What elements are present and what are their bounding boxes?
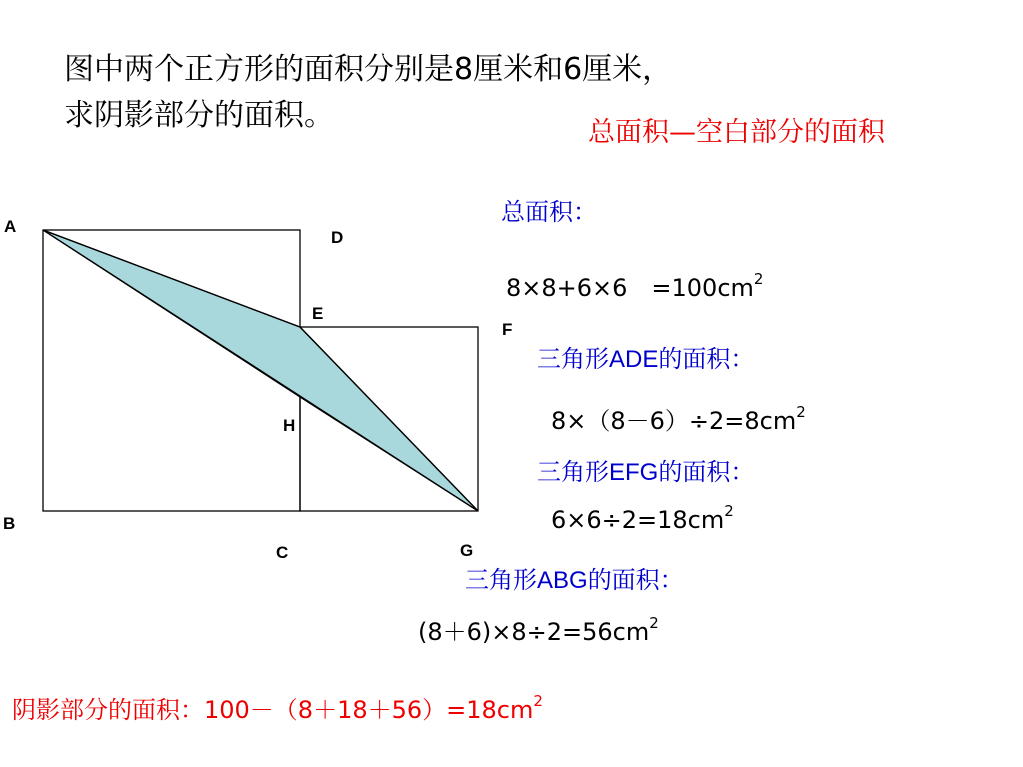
- unit-power: 2: [753, 270, 764, 288]
- triangle-efg-prefix: 三角形: [537, 458, 609, 486]
- label-H: H: [283, 416, 296, 435]
- triangle-abg-name: ABG: [537, 567, 588, 594]
- unit-power: 2: [649, 614, 659, 632]
- label-B: B: [3, 514, 16, 533]
- triangle-ade-expr: [551, 401, 806, 436]
- unit-power: 2: [533, 692, 543, 710]
- total-area-expr-text: 8×8+6×6 =100cm: [506, 274, 754, 302]
- problem-line-1: 图中两个正方形的面积分别是8厘米和6厘米，: [64, 52, 673, 87]
- triangle-ade-expr-text: 8×（8－6）÷2=8cm: [551, 407, 797, 435]
- total-area-label: 总面积：: [501, 198, 597, 226]
- triangle-abg-suffix: 的面积：: [587, 566, 684, 594]
- triangle-abg-expr: [418, 612, 659, 647]
- triangle-efg-suffix: 的面积：: [658, 458, 755, 486]
- triangle-ade-suffix: 的面积：: [658, 345, 755, 373]
- label-A: A: [4, 217, 17, 236]
- label-G: G: [460, 541, 474, 560]
- label-D: D: [331, 228, 344, 247]
- label-F: F: [502, 320, 513, 339]
- triangle-ade-name: ADE: [609, 346, 659, 373]
- final-answer-label: 阴影部分的面积：: [12, 696, 204, 724]
- label-E: E: [312, 304, 324, 323]
- triangle-ade-prefix: 三角形: [537, 345, 609, 373]
- unit-power: 2: [796, 403, 806, 421]
- final-answer-expr: 100－（8＋18＋56）=18cm: [204, 696, 534, 724]
- triangle-ade-label: [537, 339, 754, 374]
- triangle-abg-expr-text: (8＋6)×8÷2=56cm: [418, 618, 650, 646]
- unit-power: 2: [724, 502, 734, 520]
- triangle-efg-expr-text: 6×6÷2=18cm: [551, 506, 725, 534]
- triangle-efg-name: EFG: [609, 459, 659, 486]
- triangle-abg-label: [465, 560, 684, 595]
- segment-EG: [300, 327, 478, 511]
- triangle-efg-expr: [551, 502, 734, 534]
- label-C: C: [276, 543, 289, 562]
- diagonal-AG: [43, 230, 478, 511]
- triangle-efg-label: [537, 452, 754, 487]
- final-answer: [12, 690, 543, 725]
- method-note: 总面积—空白部分的面积: [588, 117, 885, 148]
- triangle-abg-prefix: 三角形: [465, 566, 537, 594]
- problem-line-2: 求阴影部分的面积。: [64, 98, 334, 133]
- total-area-expr: [506, 268, 763, 303]
